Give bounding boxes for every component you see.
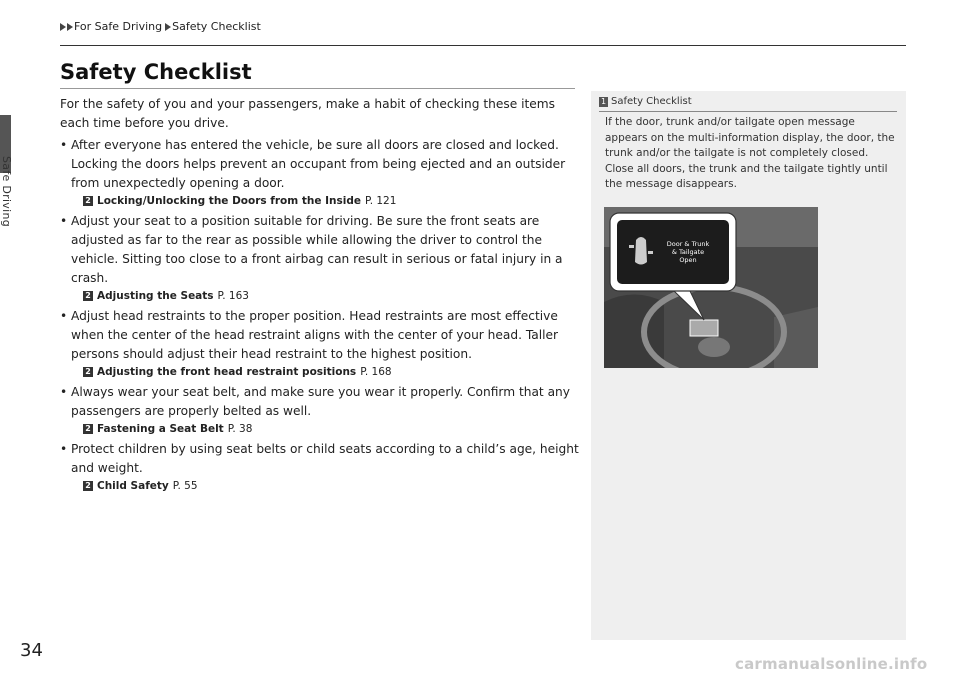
checklist-item — [60, 212, 580, 304]
sidebar-divider — [599, 111, 897, 112]
checklist-item — [60, 383, 580, 437]
reference-title: Child Safety — [97, 480, 169, 492]
bullet-icon: • — [60, 385, 68, 399]
header-divider — [60, 45, 906, 46]
steering-hub — [698, 337, 730, 357]
checklist-item — [60, 440, 580, 494]
display-message-line: Open — [679, 256, 697, 264]
bullet-icon: • — [60, 309, 68, 323]
sidebar-note-text: If the door, trunk and/or tailgate open message appears on the multi-information display, the door, the trunk and/or the tailgate is not completely closed. Close all doors, the trunk and the tailgate tightly until the message disappears. — [605, 116, 895, 190]
checklist-text: Protect children by using seat belts or child seats according to a child’s age, height and weight. — [71, 442, 579, 475]
note-marker-icon: 1 — [600, 96, 607, 106]
reference-arrow-icon: 2 — [83, 196, 93, 206]
reference-title: Adjusting the front head restraint positions — [97, 366, 357, 378]
display-message-line: & Tailgate — [671, 248, 705, 256]
reference-title: Locking/Unlocking the Doors from the Inside — [97, 195, 361, 207]
reference-page: P. 55 — [172, 480, 198, 492]
dashboard-display-illustration — [604, 207, 818, 368]
chevron-right-icon — [165, 23, 171, 31]
reference-title: Adjusting the Seats — [97, 290, 214, 302]
checklist-item — [60, 307, 580, 380]
multi-info-display — [690, 320, 718, 336]
cross-reference-link[interactable] — [71, 364, 580, 380]
reference-arrow-icon: 2 — [83, 424, 93, 434]
checklist-text: Adjust head restraints to the proper position. Head restraints are most effective when the center of the head restraint aligns with the center of your head. Taller persons should adjust their head restraint to the highest position. — [71, 309, 559, 361]
chevron-right-icon — [67, 23, 73, 31]
checklist-text: Always wear your seat belt, and make sure you wear it properly. Confirm that any passengers are properly belted as well. — [71, 385, 570, 418]
bullet-icon: • — [60, 442, 68, 456]
reference-arrow-icon: 2 — [83, 481, 93, 491]
display-message-line: Door & Trunk — [666, 240, 710, 248]
reference-arrow-icon: 2 — [83, 367, 93, 377]
reference-page: P. 38 — [227, 423, 253, 435]
reference-page: P. 121 — [365, 195, 397, 207]
title-divider — [60, 88, 575, 89]
reference-page: P. 163 — [217, 290, 249, 302]
notes-sidebar — [591, 91, 906, 640]
chevron-right-icon — [60, 23, 66, 31]
checklist-text: Adjust your seat to a position suitable for driving. Be sure the front seats are adjusted as far to the rear as possible while allowing the driver to control the vehicle. Sitting too close to a front airbag can result in serious or fatal injury in a crash. — [71, 214, 563, 285]
sidebar-heading-text: Safety Checklist — [611, 96, 692, 107]
bullet-icon: • — [60, 214, 68, 228]
breadcrumb — [60, 20, 264, 33]
breadcrumb-item[interactable]: For Safe Driving — [74, 20, 163, 33]
cross-reference-link[interactable] — [71, 421, 580, 437]
reference-page: P. 168 — [360, 366, 392, 378]
reference-title: Fastening a Seat Belt — [97, 423, 224, 435]
sidebar-heading — [599, 96, 692, 107]
section-side-label: Safe Driving — [0, 156, 13, 228]
reference-arrow-icon: 2 — [83, 291, 93, 301]
main-content — [60, 95, 580, 494]
bullet-icon: • — [60, 138, 68, 152]
intro-paragraph: For the safety of you and your passengers, make a habit of checking these items each time before you drive. — [60, 97, 555, 130]
page-title: Safety Checklist — [60, 60, 252, 84]
checklist-item — [60, 136, 580, 209]
checklist-text: After everyone has entered the vehicle, be sure all doors are closed and locked. Locking the doors helps prevent an occupant from being ejected and an outsider from unexpectedly opening a door. — [71, 138, 566, 190]
cross-reference-link[interactable] — [71, 193, 580, 209]
page-number: 34 — [20, 640, 43, 661]
breadcrumb-item[interactable]: Safety Checklist — [172, 20, 261, 33]
cross-reference-link[interactable] — [71, 288, 580, 304]
cross-reference-link[interactable] — [71, 478, 580, 494]
watermark: carmanualsonline.info — [735, 655, 928, 673]
